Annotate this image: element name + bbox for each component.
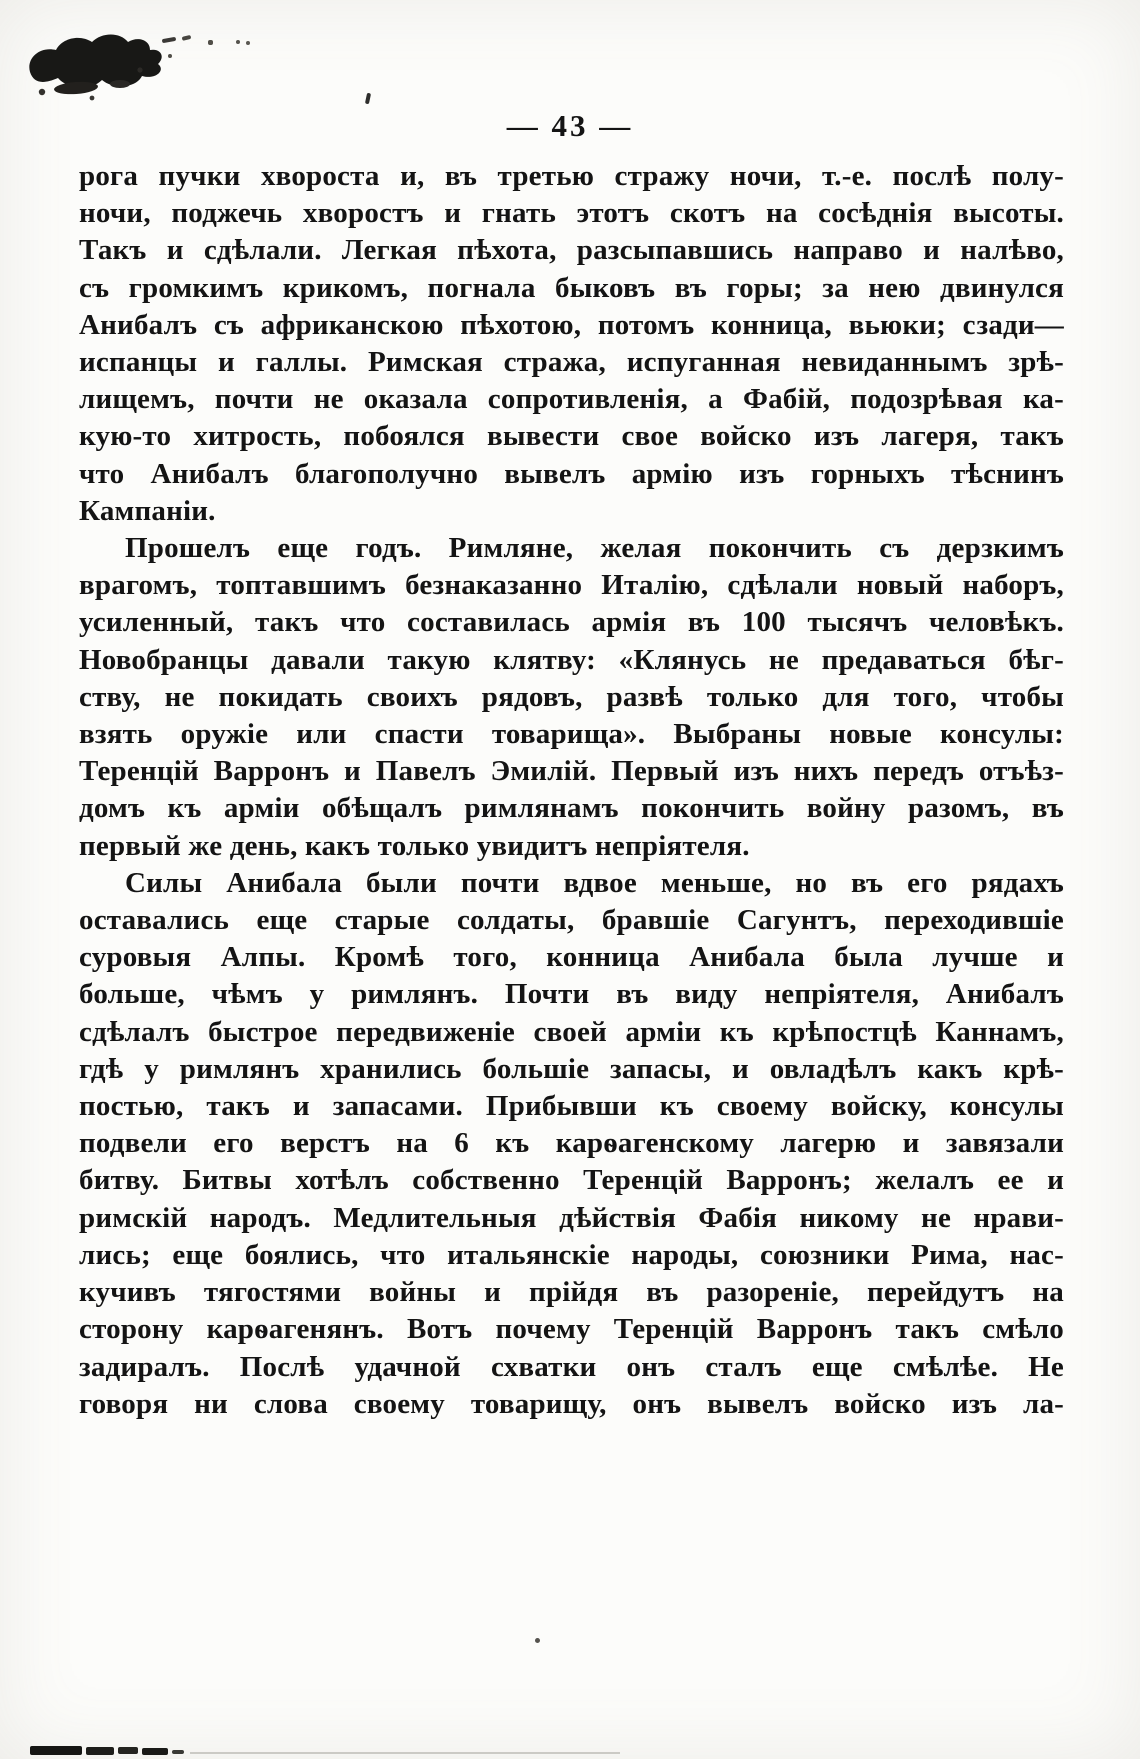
text-line: гдѣ у римлянъ хранились большіе запасы, и овладѣлъ какъ крѣ-: [79, 1052, 1064, 1085]
text-line: взять оружіе или спасти товарища». Выбраны новые консулы:: [79, 718, 1064, 751]
text-line: Новобранцы давали такую клятву: «Клянусь не предаваться бѣг-: [79, 643, 1064, 676]
text-line: подвели его верстъ на 6 къ карѳагенскому лагерю и завязали: [79, 1127, 1064, 1160]
text-line: римскій народъ. Медлительныя дѣйствія Фабія никому не нрави-: [79, 1201, 1064, 1234]
text-line: сторону карѳагенянъ. Вотъ почему Теренцій Варронъ такъ смѣло: [79, 1313, 1064, 1346]
text-line: суровыя Алпы. Кромѣ того, конница Анибала была лучше и: [79, 941, 1064, 974]
text-line: домъ къ арміи обѣщалъ римлянамъ покончить войну разомъ, въ: [79, 792, 1064, 825]
text-line: лищемъ, почти не оказала сопротивленія, а Фабій, подозрѣвая ка-: [79, 383, 1064, 416]
scan-speck: [365, 93, 371, 105]
scan-edge-artifact: [28, 1741, 668, 1757]
text-line: битву. Битвы хотѣлъ собственно Теренцій Варронъ; желалъ ее и: [79, 1164, 1064, 1197]
text-line: кую-то хитрость, побоялся вывести свое войско изъ лагеря, такъ: [79, 420, 1064, 453]
text-line: что Анибалъ благополучно вывелъ армію изъ горныхъ тѣснинъ: [79, 457, 1064, 490]
text-line: первый же день, какъ только увидитъ непріятеля.: [79, 829, 750, 862]
text-line: постью, такъ и запасами. Прибывши къ своему войску, консулы: [79, 1090, 1064, 1123]
page-number: — 43 —: [506, 108, 634, 143]
text-line: Анибалъ съ африканскою пѣхотою, потомъ конница, вьюки; сзади—: [79, 308, 1064, 341]
text-line: врагомъ, топтавшимъ безнаказанно Италію, сдѣлали новый наборъ,: [79, 569, 1064, 602]
text-line: Силы Анибала были почти вдвое меньше, но въ его рядахъ: [125, 866, 1064, 899]
text-line: усиленный, такъ что составилась армія въ 100 тысячъ человѣкъ.: [79, 606, 1064, 639]
text-line: съ громкимъ крикомъ, погнала быковъ въ горы; за нею двинулся: [79, 271, 1064, 304]
text-line: лись; еще боялись, что итальянскіе народы, союзники Рима, нас-: [79, 1238, 1064, 1271]
text-line: ночи, поджечь хворостъ и гнать этотъ скотъ на сосѣднія высоты.: [79, 197, 1064, 230]
text-line: испанцы и галлы. Римская стража, испуганная невиданнымъ зрѣ-: [79, 346, 1064, 379]
text-line: задиралъ. Послѣ удачной схватки онъ сталъ еще смѣлѣе. Не: [79, 1350, 1064, 1383]
scan-speck: [535, 1638, 540, 1643]
text-line: Кампаніи.: [79, 494, 216, 527]
text-line: больше, чѣмъ у римлянъ. Почти въ виду непріятеля, Анибалъ: [79, 978, 1064, 1011]
ink-smudge-artifact: [22, 26, 282, 110]
text-line: кучивъ тягостями войны и прійдя въ разореніе, перейдутъ на: [79, 1276, 1064, 1309]
text-line: Прошелъ еще годъ. Римляне, желая покончить съ дерзкимъ: [125, 532, 1064, 565]
text-line: Теренцій Варронъ и Павелъ Эмилій. Первый изъ нихъ передъ отъѣз-: [79, 755, 1064, 788]
text-line: говоря ни слова своему товарищу, онъ вывелъ войско изъ ла-: [79, 1387, 1064, 1420]
text-line: Такъ и сдѣлали. Легкая пѣхота, разсыпавшись направо и налѣво,: [79, 234, 1064, 267]
text-line: ству, не покидать своихъ рядовъ, развѣ только для того, чтобы: [79, 680, 1064, 713]
text-line: рога пучки хвороста и, въ третью стражу ночи, т.-е. послѣ полу-: [79, 160, 1064, 192]
text-line: оставались еще старые солдаты, бравшіе Сагунтъ, переходившіе: [79, 904, 1064, 937]
text-line: сдѣлалъ быстрое передвиженіе своей арміи къ крѣпостцѣ Каннамъ,: [79, 1015, 1064, 1048]
text-block: [79, 158, 1064, 1423]
